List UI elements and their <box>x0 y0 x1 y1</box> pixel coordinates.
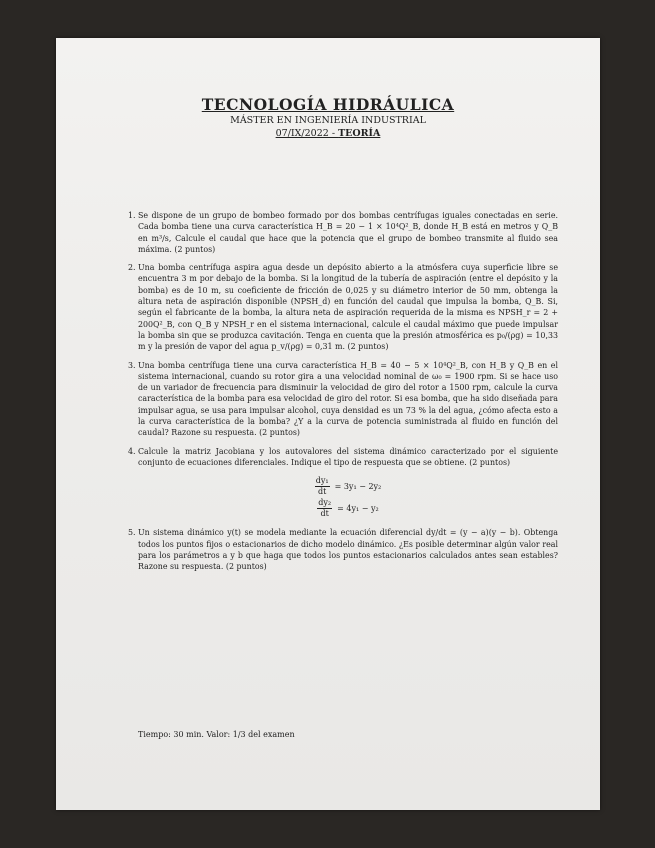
question-text: Calcule la matriz Jacobiana y los autovalores del sistema dinámico caracterizado por el siguiente conjunto de ecuaciones diferenciales. Indique el tipo de respuesta que se obtiene. (2 puntos) <box>138 446 558 467</box>
question-4 <box>128 446 558 520</box>
exam-title: TECNOLOGÍA HIDRÁULICA <box>201 95 455 114</box>
question-number: 5. <box>128 528 136 538</box>
equation-1 <box>138 475 558 497</box>
question-3 <box>128 360 558 439</box>
question-2 <box>128 262 558 352</box>
exam-subtitle: MÁSTER EN INGENIERÍA INDUSTRIAL <box>230 115 426 126</box>
question-text: Una bomba centrífuga tiene una curva característica H_B = 40 − 5 × 10⁴Q²_B, con H_B y Q_B en el sistema internacional, cuando su rotor gira a una velocidad nominal de ω₀ = 1900 rpm. Si se hace uso de un variador de frecuencia para disminuir la velocidad de giro del rotor a 1500 rpm, calcule la curva característica de la bomba para esa velocidad de giro del rotor. Si esa bomba, que ha sido diseñada para impulsar agua, se usa para impulsar alcohol, cuya densidad es un 73 % la del agua, ¿cómo afecta esto a la curva característica de la bomba? ¿Y a la curva de potencia suministrada al fluido en función del caudal? Razone su respuesta. (2 puntos) <box>138 360 558 438</box>
question-list <box>128 210 558 572</box>
equation-rhs: = 4y₁ − y₂ <box>337 503 379 513</box>
exam-header <box>56 96 600 140</box>
fraction-numerator: dy₂ <box>318 497 332 507</box>
fraction-denominator: dt <box>320 508 329 518</box>
question-number: 1. <box>128 211 136 220</box>
question-text: Se dispone de un grupo de bombeo formado por dos bombas centrífugas iguales conectadas en serie. Cada bomba tiene una curva característica H_B = 20 − 1 × 10⁴Q²_B, donde H_B está en metros y Q_B en m³/s, Calcule el caudal que hace que la potencia que el grupo de bombeo transmite al fluido sea máxima. (2 puntos) <box>138 211 558 254</box>
equation-system <box>138 475 558 519</box>
exam-sheet <box>56 38 600 810</box>
question-text: Una bomba centrífuga aspira agua desde un depósito abierto a la atmósfera cuya superficie libre se encuentra 3 m por debajo de la bomba. Si la longitud de la tubería de aspiración (entre el depósito y la bomba) es de 10 m, su coeficiente de fricción de 0,025 y su diámetro interior de 50 mm, obtenga la altura neta de aspiración disponible (NPSH_d) en función del caudal que impulsa la bomba, Q_B. Si, según el fabricante de la bomba, la altura neta de aspiración requerida de la misma es NPSH_r = 2 + 200Q²_B, con Q_B y NPSH_r en el sistema internacional, calcule el caudal máximo que puede impulsar la bomba sin que se produzca cavitación. Tenga en cuenta que la presión atmosférica es p₀/(ρg) = 10,33 m y la presión de vapor del agua p_v/(ρg) = 0,31 m. (2 puntos) <box>138 263 558 352</box>
question-text: Un sistema dinámico y(t) se modela mediante la ecuación diferencial dy/dt = (y − a)(y − b). Obtenga todos los puntos fijos o estacionarios de dicho modelo dinámico. ¿Es posible determinar algún valor real para los parámetros a y b que haga que todos los puntos estacionarios calculados antes sean estables? Razone su respuesta. (2 puntos) <box>138 528 558 572</box>
question-number: 3. <box>128 360 136 370</box>
fraction-numerator: dy₁ <box>315 475 329 485</box>
derivative-fraction <box>317 498 332 519</box>
exam-date <box>56 128 600 140</box>
question-5 <box>128 527 558 572</box>
question-number: 4. <box>128 446 136 456</box>
question-number: 2. <box>128 263 136 273</box>
question-1 <box>128 210 558 255</box>
exam-footer: Tiempo: 30 min. Valor: 1/3 del examen <box>138 730 295 739</box>
exam-date-text: 07/IX/2022 - <box>275 128 339 139</box>
equation-rhs: = 3y₁ − 2y₂ <box>334 481 382 491</box>
equation-2 <box>138 497 558 519</box>
derivative-fraction <box>315 476 330 497</box>
exam-date-bold: TEORÍA <box>338 128 381 139</box>
fraction-denominator: dt <box>317 486 327 496</box>
